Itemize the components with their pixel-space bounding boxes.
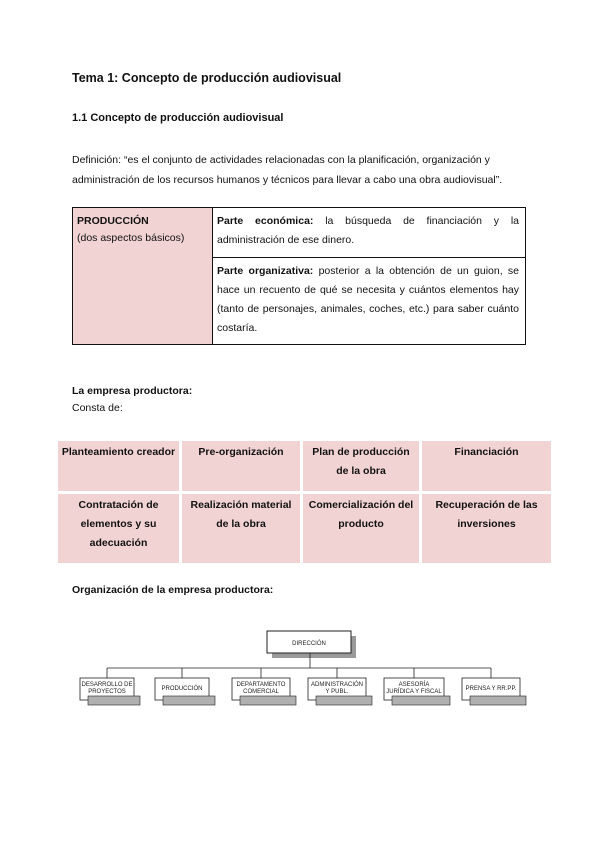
step-cell: Plan de producción de la obra <box>303 441 419 491</box>
definition-line-1: Definición: “es el conjunto de actividades relacionadas con la planificación, organización y <box>72 154 490 166</box>
org-dept-label: ADMINISTRACIÓN <box>310 682 364 688</box>
produccion-title: PRODUCCIÓN <box>77 215 149 227</box>
org-dept-label: DESARROLLO DE <box>81 682 133 688</box>
step-cell: Contratación de elementos y su adecuación <box>58 494 179 563</box>
definition-line-2: administración de los recursos humanos y técnicos para llevar a cabo una obra audiovisual”. <box>72 174 503 186</box>
org-dept-label: PRENSA Y RR.PP. <box>465 686 517 692</box>
parte-economica-label: Parte económica: <box>217 215 314 227</box>
parte-organizativa-text: posterior a la obtención de un guion, se hace un recuento de qué se necesita y cuántos elementos hay (tanto de personajes, animales, coches, etc.) para saber cuánto costaría. <box>217 265 519 334</box>
org-dept-label: PRODUCCIÓN <box>161 686 203 692</box>
org-dept-comercial <box>232 678 296 705</box>
empresa-title: La empresa productora: <box>72 385 193 397</box>
page-title: Tema 1: Concepto de producción audiovisual <box>72 71 342 85</box>
org-dept-label: DEPARTAMENTO <box>236 682 286 688</box>
parte-organizativa-label: Parte organizativa: <box>217 265 314 277</box>
organizacion-title: Organización de la empresa productora: <box>72 584 274 596</box>
org-dept-prensa <box>462 678 526 705</box>
org-dept-label: Y PUBL. <box>325 689 349 695</box>
produccion-subtitle: (dos aspectos básicos) <box>77 232 185 244</box>
org-dept-label: ASESORÍA <box>398 682 430 688</box>
parte-economica-text: la búsqueda de financiación y la administración de ese dinero. <box>217 215 519 246</box>
step-cell: Pre-organización <box>182 441 300 491</box>
step-cell: Financiación <box>422 441 551 491</box>
org-dept-desarrollo <box>80 678 140 705</box>
step-cell: Comercialización del producto <box>303 494 419 563</box>
step-cell: Recuperación de las inversiones <box>422 494 551 563</box>
org-dept-label: JURÍDICA Y FISCAL <box>386 689 442 695</box>
org-dept-asesoria <box>384 678 450 705</box>
org-dept-label: PROYECTOS <box>88 689 126 695</box>
org-dept-produccion <box>155 678 215 705</box>
step-cell: Realización material de la obra <box>182 494 300 563</box>
org-top-label: DIRECCIÓN <box>292 641 326 647</box>
consta-label: Consta de: <box>72 402 123 414</box>
step-cell: Planteamiento creador <box>58 441 179 491</box>
section-title: 1.1 Concepto de producción audiovisual <box>72 112 284 124</box>
org-dept-administracion <box>308 678 372 705</box>
org-dept-label: COMERCIAL <box>243 689 279 695</box>
